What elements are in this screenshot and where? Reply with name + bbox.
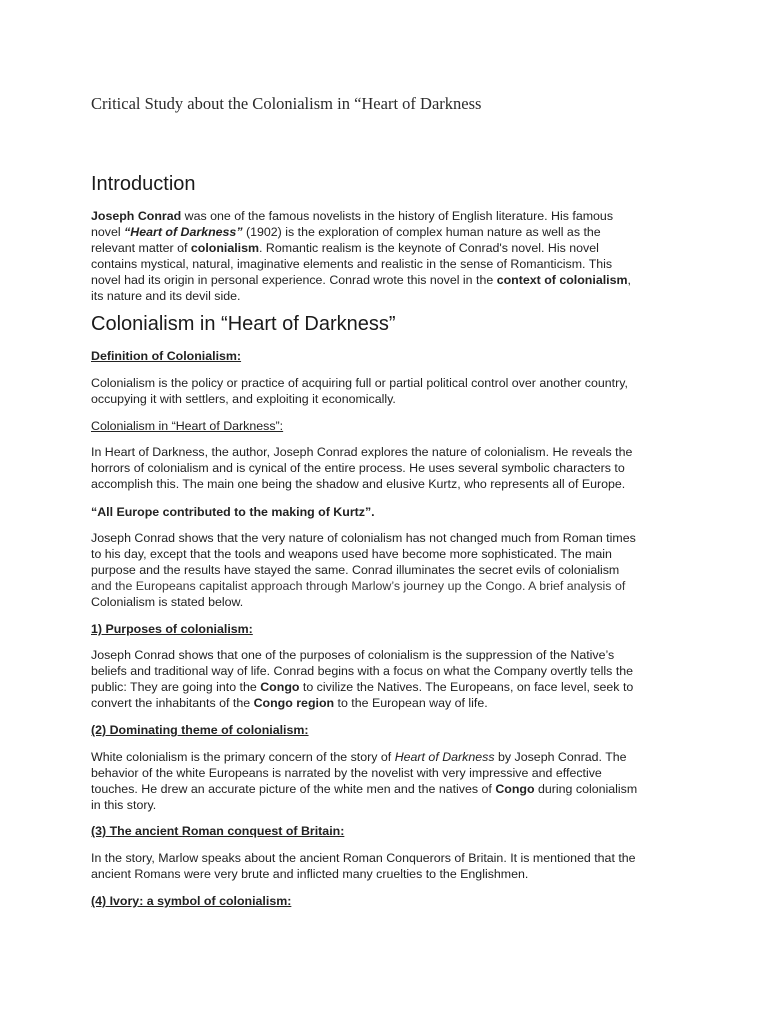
- section-4-heading: (4) Ivory: a symbol of colonialism:: [91, 894, 292, 908]
- author-name: Joseph Conrad: [91, 209, 182, 223]
- introduction-heading: Introduction: [91, 173, 196, 195]
- section-3-paragraph: In the story, Marlow speaks about the ancient Roman Conquerors of Britain. It is mentioned that the ancient Romans were very brute and inflicted many cruelties to the Englishmen.: [91, 851, 636, 881]
- section-3-heading: (3) The ancient Roman conquest of Britain:: [91, 824, 345, 838]
- introduction-paragraph: Joseph Conrad was one of the famous novelists in the history of English literature. His famous novel “Heart of Darkness” (1902) is the exploration of complex human nature as well as the relevant matter of colonialism. Romantic realism is the keynote of Conrad's novel. His novel contains mystical, natural, imaginative elements and realistic in the sense of Romanticism. This novel had its origin in personal experience. Conrad wrote this novel in the context of colonialism, its nature and its devil side.: [91, 209, 631, 303]
- definition-paragraph: Colonialism is the policy or practice of acquiring full or partial political control over another country, occupying it with settlers, and exploiting it economically.: [91, 376, 628, 406]
- section-2-heading: (2) Dominating theme of colonialism:: [91, 723, 309, 737]
- kurtz-quote-heading: “All Europe contributed to the making of Kurtz”.: [91, 505, 375, 519]
- section-2-paragraph: White colonialism is the primary concern of the story of Heart of Darkness by Joseph Conrad. The behavior of the white Europeans is narrated by the novelist with very impressive and effective touches. He drew an accurate picture of the white men and the natives of Congo during colonialism in this story.: [91, 750, 638, 812]
- section-1-paragraph: Joseph Conrad shows that one of the purposes of colonialism is the suppression of the Native’s beliefs and traditional way of life. Conrad begins with a focus on what the Company overtly tells the public: They are going into the Congo to civilize the Natives. The Europeans, on face level, seek to convert the inhabitants of the Congo region to the European way of life.: [91, 648, 634, 710]
- definition-heading: Definition of Colonialism:: [91, 349, 242, 363]
- kurtz-paragraph: Joseph Conrad shows that the very nature of colonialism has not changed much from Roman times to his day, except that the tools and weapons used have become more sophisticated. The main purpose and the results have stayed the same. Conrad illuminates the secret evils of colonialism and the Europeans capitalist approach through Marlow’s journey up the Congo. A brief analysis of Colonialism is stated below.: [91, 531, 636, 609]
- colonialism-main-heading: Colonialism in “Heart of Darkness”: [91, 313, 396, 335]
- document-title: Critical Study about the Colonialism in “Heart of Darkness: [91, 94, 482, 113]
- section-1-heading: 1) Purposes of colonialism:: [91, 622, 253, 636]
- novel-title: “Heart of Darkness”: [124, 225, 243, 239]
- colonialism-subheading: Colonialism in “Heart of Darkness”:: [91, 419, 284, 433]
- colonialism-paragraph: In Heart of Darkness, the author, Joseph Conrad explores the nature of colonialism. He reveals the horrors of colonialism and is cynical of the entire process. He uses several symbolic characters to accomplish this. The main one being the shadow and elusive Kurtz, who represents all of Europe.: [91, 445, 633, 491]
